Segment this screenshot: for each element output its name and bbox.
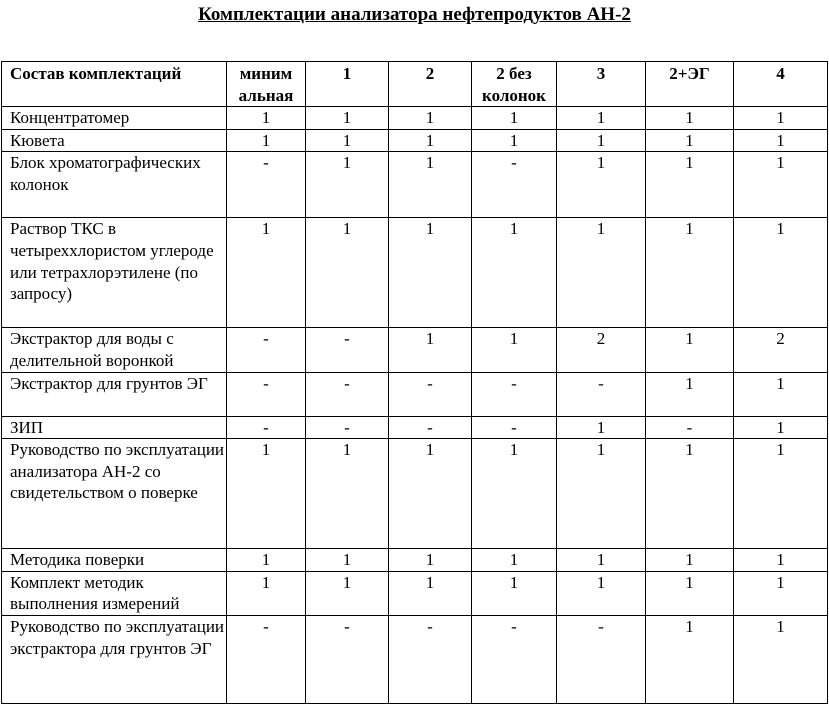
quantity-cell: 1 bbox=[734, 129, 828, 152]
quantity-cell: 1 bbox=[646, 152, 734, 218]
quantity-cell: 1 bbox=[557, 107, 646, 130]
table-row bbox=[2, 615, 828, 703]
quantity-cell: 1 bbox=[306, 152, 389, 218]
quantity-cell: 1 bbox=[472, 549, 557, 572]
quantity-cell: 1 bbox=[389, 129, 472, 152]
table-row bbox=[2, 152, 828, 218]
quantity-cell: 1 bbox=[227, 107, 306, 130]
column-header-composition: Состав комплектаций bbox=[2, 62, 227, 107]
quantity-cell: 1 bbox=[557, 218, 646, 328]
quantity-cell: - bbox=[389, 372, 472, 416]
table-row bbox=[2, 571, 828, 615]
quantity-cell: - bbox=[472, 615, 557, 703]
quantity-cell: 1 bbox=[557, 152, 646, 218]
quantity-cell: 1 bbox=[734, 615, 828, 703]
quantity-cell: - bbox=[557, 615, 646, 703]
quantity-cell: - bbox=[306, 328, 389, 372]
column-header-config: миним альная bbox=[227, 62, 306, 107]
quantity-cell: 1 bbox=[734, 107, 828, 130]
quantity-cell: - bbox=[227, 416, 306, 439]
column-header-config: 1 bbox=[306, 62, 389, 107]
quantity-cell: 1 bbox=[306, 571, 389, 615]
quantity-cell: 1 bbox=[646, 129, 734, 152]
quantity-cell: - bbox=[646, 416, 734, 439]
component-name-cell: Экстрактор для грунтов ЭГ bbox=[2, 372, 227, 416]
quantity-cell: 1 bbox=[472, 218, 557, 328]
quantity-cell: 1 bbox=[389, 571, 472, 615]
quantity-cell: 1 bbox=[557, 129, 646, 152]
quantity-cell: 1 bbox=[472, 328, 557, 372]
quantity-cell: 1 bbox=[389, 439, 472, 549]
quantity-cell: 1 bbox=[646, 571, 734, 615]
quantity-cell: 1 bbox=[227, 439, 306, 549]
quantity-cell: 1 bbox=[646, 107, 734, 130]
quantity-cell: 1 bbox=[389, 107, 472, 130]
quantity-cell: 1 bbox=[306, 549, 389, 572]
column-header-config: 2 без колонок bbox=[472, 62, 557, 107]
quantity-cell: - bbox=[389, 416, 472, 439]
quantity-cell: 1 bbox=[646, 549, 734, 572]
quantity-cell: - bbox=[389, 615, 472, 703]
page-title: Комплектации анализатора нефтепродуктов АН-2 bbox=[198, 4, 631, 25]
quantity-cell: 1 bbox=[646, 615, 734, 703]
table-row bbox=[2, 129, 828, 152]
column-header-config: 2+ЭГ bbox=[646, 62, 734, 107]
quantity-cell: - bbox=[472, 152, 557, 218]
component-name-cell: Экстрактор для воды с делительной воронкой bbox=[2, 328, 227, 372]
table-row bbox=[2, 107, 828, 130]
quantity-cell: 1 bbox=[306, 218, 389, 328]
quantity-cell: 1 bbox=[734, 439, 828, 549]
quantity-cell: 1 bbox=[646, 218, 734, 328]
quantity-cell: - bbox=[306, 372, 389, 416]
quantity-cell: 1 bbox=[646, 328, 734, 372]
quantity-cell: - bbox=[227, 615, 306, 703]
quantity-cell: 2 bbox=[557, 328, 646, 372]
quantity-cell: 1 bbox=[227, 218, 306, 328]
quantity-cell: 1 bbox=[306, 439, 389, 549]
component-name-cell: Руководство по эксплуатации анализатора АН-2 со свидетельством о поверке bbox=[2, 439, 227, 549]
quantity-cell: - bbox=[227, 152, 306, 218]
quantity-cell: 1 bbox=[227, 549, 306, 572]
component-name-cell: Руководство по эксплуатации экстрактора для грунтов ЭГ bbox=[2, 615, 227, 703]
component-name-cell: Кювета bbox=[2, 129, 227, 152]
quantity-cell: 1 bbox=[557, 549, 646, 572]
table-row bbox=[2, 372, 828, 416]
configurations-table bbox=[1, 61, 828, 704]
quantity-cell: 1 bbox=[734, 549, 828, 572]
quantity-cell: 1 bbox=[389, 218, 472, 328]
quantity-cell: - bbox=[472, 372, 557, 416]
quantity-cell: - bbox=[472, 416, 557, 439]
quantity-cell: 1 bbox=[734, 416, 828, 439]
quantity-cell: 1 bbox=[734, 571, 828, 615]
quantity-cell: 1 bbox=[389, 328, 472, 372]
quantity-cell: 1 bbox=[734, 152, 828, 218]
component-name-cell: Блок хроматографических колонок bbox=[2, 152, 227, 218]
quantity-cell: 1 bbox=[306, 129, 389, 152]
quantity-cell: 1 bbox=[389, 152, 472, 218]
quantity-cell: 1 bbox=[472, 107, 557, 130]
column-header-config: 4 bbox=[734, 62, 828, 107]
table-row bbox=[2, 328, 828, 372]
component-name-cell: Раствор ТКС в четыреххлористом углероде или тетрахлорэтилене (по запросу) bbox=[2, 218, 227, 328]
table-body bbox=[2, 107, 828, 704]
column-header-config: 2 bbox=[389, 62, 472, 107]
column-header-config: 3 bbox=[557, 62, 646, 107]
quantity-cell: - bbox=[227, 372, 306, 416]
quantity-cell: 1 bbox=[227, 571, 306, 615]
quantity-cell: 1 bbox=[734, 218, 828, 328]
quantity-cell: 1 bbox=[472, 439, 557, 549]
quantity-cell: 1 bbox=[557, 439, 646, 549]
quantity-cell: - bbox=[227, 328, 306, 372]
table-row bbox=[2, 218, 828, 328]
quantity-cell: 1 bbox=[646, 439, 734, 549]
table-row bbox=[2, 439, 828, 549]
quantity-cell: - bbox=[557, 372, 646, 416]
quantity-cell: 1 bbox=[734, 372, 828, 416]
quantity-cell: 1 bbox=[306, 107, 389, 130]
table-header-row bbox=[2, 62, 828, 107]
component-name-cell: Комплект методик выполнения измерений bbox=[2, 571, 227, 615]
component-name-cell: Методика поверки bbox=[2, 549, 227, 572]
quantity-cell: 2 bbox=[734, 328, 828, 372]
component-name-cell: Концентратомер bbox=[2, 107, 227, 130]
quantity-cell: 1 bbox=[472, 571, 557, 615]
quantity-cell: 1 bbox=[472, 129, 557, 152]
quantity-cell: 1 bbox=[389, 549, 472, 572]
component-name-cell: ЗИП bbox=[2, 416, 227, 439]
table-row bbox=[2, 549, 828, 572]
quantity-cell: 1 bbox=[646, 372, 734, 416]
quantity-cell: 1 bbox=[557, 416, 646, 439]
table-row bbox=[2, 416, 828, 439]
quantity-cell: 1 bbox=[227, 129, 306, 152]
quantity-cell: 1 bbox=[557, 571, 646, 615]
quantity-cell: - bbox=[306, 615, 389, 703]
quantity-cell: - bbox=[306, 416, 389, 439]
